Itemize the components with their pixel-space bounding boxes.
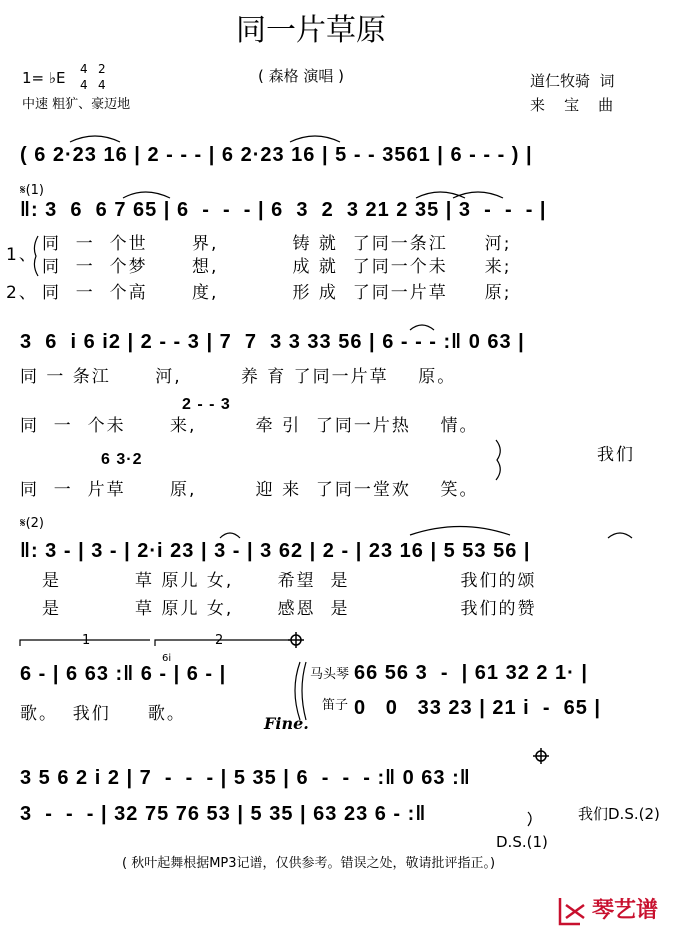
time-signature-2-denominator: 4: [98, 78, 106, 92]
tempo-marking: 中速 粗犷、豪迈地: [22, 97, 131, 112]
instrument-brace: [295, 662, 300, 720]
site-logo-text: 琴艺谱: [592, 898, 659, 923]
alternate-notes-1: 2 - - 3: [182, 396, 231, 413]
verse-brace: [34, 236, 38, 276]
line-2-notes: ‖: 3 6 6 7 65 | 6 - - - | 6 3 2 3 21 2 35 | 3 - - - |: [20, 199, 547, 221]
lyrics-line-3: 同 一 条江 河, 养 育 了同一片草 原。: [20, 367, 457, 387]
time-signature-1-numerator: 4: [80, 62, 88, 76]
slur: [290, 136, 340, 142]
instrument-2-label: 笛子: [322, 698, 349, 713]
fine-marking: Fine.: [264, 714, 309, 733]
song-title: 同一片草原: [236, 13, 386, 48]
ds-1-text: D.S.(1): [496, 833, 548, 851]
lyrics-line-4b: 是 草 原儿 女, 感恩 是 我们的赞: [42, 599, 537, 619]
instrument-1-label: 马头琴: [310, 667, 350, 682]
alternate-notes-2: 6 3·2: [101, 451, 143, 468]
composer-credit: 来 宝 曲: [530, 96, 614, 114]
lyrics-alternate-2: 同 一 片草 原, 迎 来 了同一堂欢 笑。: [20, 480, 479, 500]
slur: [220, 533, 240, 538]
lyrics-verse-1b: 同 一 个梦 想, 成 就 了同一个未 来;: [42, 257, 512, 277]
line-6-bottom-notes: 3 - - - | 32 75 76 53 | 5 35 | 63 23 6 - :‖: [20, 803, 427, 825]
instrument-brace: [302, 662, 306, 720]
lyrics-verse-1a: 同 一 个世 界, 铸 就 了同一条江 河;: [42, 234, 512, 254]
singer-credit: ( 森格 演唱 ): [258, 67, 345, 85]
key-signature: 1= ♭E: [22, 69, 66, 87]
slur: [410, 527, 510, 536]
time-signature-2-numerator: 2: [98, 62, 106, 76]
lyric-brace: [496, 440, 500, 480]
instrument-1-notes: 66 56 3 - | 61 32 2 1· |: [354, 662, 588, 684]
line-5-notes: 6 - | 6 63 :‖ 6 - | 6 - |: [20, 663, 227, 685]
slur: [608, 533, 632, 538]
volta-1-label: 1: [82, 633, 91, 648]
coda-symbol-2: [533, 748, 549, 764]
lyrics-line-4a: 是 草 原儿 女, 希望 是 我们的颂: [42, 571, 537, 591]
slur: [70, 136, 120, 142]
lyrics-verse-2: 同 一 个高 度, 形 成 了同一片草 原;: [42, 283, 512, 303]
slur: [123, 192, 170, 198]
time-signature-1-denominator: 4: [80, 78, 88, 92]
lyricist-credit: 道仁牧骑 词: [530, 72, 615, 90]
logo-icon: [560, 898, 584, 924]
women-we-text: 我们: [597, 445, 635, 465]
slur: [453, 192, 503, 198]
slur: [410, 325, 434, 330]
lyrics-alternate-1: 同 一 个未 来, 牵 引 了同一片热 情。: [20, 416, 479, 436]
ds-2-text: 我们D.S.(2): [578, 805, 660, 823]
intro-notes: ( 6 2·23 16 | 2 - - - | 6 2·23 16 | 5 - - 3561 | 6 - - - ) |: [20, 144, 533, 166]
small-6i-mark: 6i: [162, 653, 172, 664]
line-6-top-notes: 3 5 6 2 i 2 | 7 - - - | 5 35 | 6 - - - :‖ 0 63 :‖: [20, 767, 471, 789]
volta-1-bracket: [20, 640, 150, 646]
slur: [416, 192, 465, 198]
verse-1-marker: 1、: [6, 245, 38, 265]
footer-note: ( 秋叶起舞根据MP3记谱，仅供参考。错误之处，敬请批评指正。): [122, 856, 496, 871]
segno-1-mark: 𝄋(1): [20, 183, 45, 198]
verse-2-marker: 2、: [6, 283, 38, 303]
ds-bracket: [528, 812, 531, 826]
line-3-notes: 3 6 i 6 i2 | 2 - - 3 | 7 7 3 3 33 56 | 6 - - - :‖ 0 63 |: [20, 331, 525, 353]
coda-symbol-1: [288, 632, 304, 648]
instrument-2-notes: 0 0 33 23 | 21 i - 65 |: [354, 697, 601, 719]
lyrics-line-5: 歌。 我们 歌。: [20, 704, 186, 724]
volta-2-bracket: [155, 640, 290, 646]
line-4-notes: ‖: 3 - | 3 - | 2·i 23 | 3 - | 3 62 | 2 - | 23 16 | 5 53 56 |: [20, 540, 531, 562]
segno-2-mark: 𝄋(2): [20, 516, 45, 531]
volta-2-label: 2: [215, 633, 224, 648]
